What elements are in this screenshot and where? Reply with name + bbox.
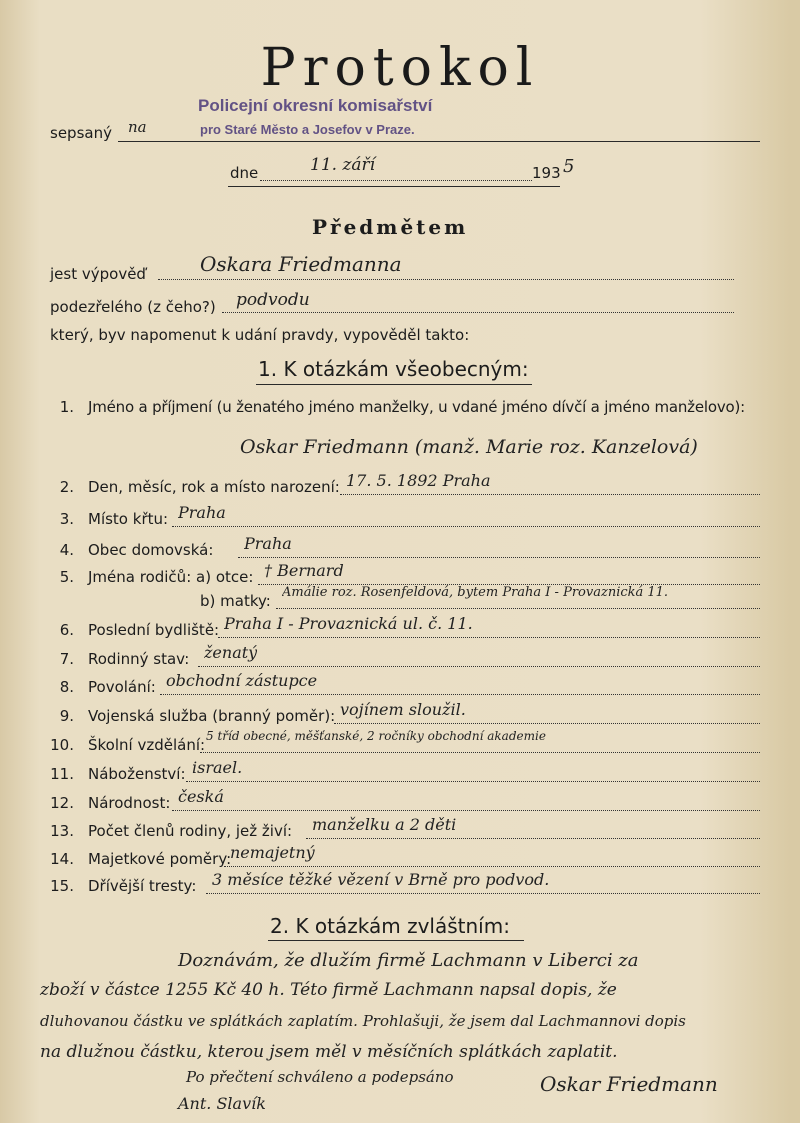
item-handwriting-education: 5 tříd obecné, měšťanské, 2 ročníky obchodní akademie	[206, 729, 546, 743]
item-number-baptism: 3.	[59, 510, 74, 528]
year-prefix: 193	[532, 164, 561, 182]
item-label-mother: b) matky:	[200, 592, 271, 610]
sepsany-label: sepsaný	[50, 124, 112, 142]
statement-line-2: zboží v částce 1255 Kč 40 h. Této firmě Lachmann napsal dopis, že	[40, 980, 617, 1000]
item-handwriting-military-service: vojínem sloužil.	[340, 700, 466, 719]
item-number-property: 14.	[50, 850, 74, 868]
item-label-occupation: Povolání:	[88, 678, 156, 696]
item-handwriting-marital-status: ženatý	[204, 643, 258, 662]
dne-underline	[228, 186, 560, 187]
ktery-text: který, byv napomenut k udání pravdy, vypověděl takto:	[50, 326, 470, 344]
item-dots-last-residence	[218, 637, 760, 638]
q1-handwriting: Oskar Friedmann (manž. Marie roz. Kanzelová)	[240, 436, 698, 458]
dne-dots	[260, 180, 532, 181]
item-number-home-municipality: 4.	[59, 541, 74, 559]
jest-label: jest výpověď	[50, 265, 146, 283]
stamp-line-2: pro Staré Město a Josefov v Praze.	[200, 122, 415, 137]
item-label-education: Školní vzdělání:	[88, 736, 206, 754]
item-handwriting-occupation: obchodní zástupce	[166, 671, 318, 690]
dne-handwriting: 11. září	[310, 155, 376, 175]
item-number-last-residence: 6.	[59, 621, 74, 639]
section1-heading: 1. K otázkám všeobecným:	[258, 357, 529, 381]
item-label-religion: Náboženství:	[88, 765, 186, 783]
item-label-last-residence: Poslední bydliště:	[88, 621, 220, 639]
podezreleho-dots	[222, 312, 734, 313]
closing-signature: Ant. Slavík	[178, 1094, 266, 1113]
item-handwriting-last-residence: Praha I - Provaznická ul. č. 11.	[224, 614, 473, 633]
section1-underline	[256, 384, 532, 385]
item-dots-religion	[186, 781, 760, 782]
item-number-father: 5.	[59, 568, 74, 586]
item-label-military-service: Vojenská služba (branný poměr):	[88, 707, 336, 725]
q1-number: 1.	[59, 398, 74, 416]
item-dots-education	[200, 752, 760, 753]
item-label-family-members: Počet členů rodiny, jež živí:	[88, 822, 293, 840]
item-handwriting-baptism: Praha	[178, 503, 226, 522]
item-dots-baptism	[172, 526, 760, 527]
jest-dots	[158, 279, 734, 280]
item-number-religion: 11.	[50, 765, 74, 783]
statement-line-1: Doznávám, že dlužím firmě Lachmann v Liberci za	[178, 950, 639, 971]
sepsany-handwriting: na	[128, 118, 147, 136]
item-label-father: Jména rodičů: a) otce:	[88, 568, 254, 586]
item-dots-property	[224, 866, 760, 867]
item-label-previous-sentences: Dřívější tresty:	[88, 877, 197, 895]
year-handwriting: 5	[563, 156, 575, 177]
item-handwriting-home-municipality: Praha	[244, 534, 292, 553]
podezreleho-label: podezřelého (z čeho?)	[50, 298, 216, 316]
statement-line-4: na dlužnou částku, kterou jsem měl v měsíčních splátkách zaplatit.	[40, 1042, 618, 1062]
police-stamp	[198, 96, 498, 146]
podezreleho-handwriting: podvodu	[236, 290, 310, 310]
item-number-nationality: 12.	[50, 794, 74, 812]
item-label-home-municipality: Obec domovská:	[88, 541, 214, 559]
item-number-occupation: 8.	[59, 678, 74, 696]
item-label-property: Majetkové poměry:	[88, 850, 232, 868]
stamp-line-1: Policejní okresní komisařství	[198, 96, 433, 115]
item-number-military-service: 9.	[59, 707, 74, 725]
item-handwriting-nationality: česká	[178, 787, 224, 806]
document-title: Protokol	[260, 38, 540, 98]
item-label-nationality: Národnost:	[88, 794, 171, 812]
item-handwriting-religion: israel.	[192, 758, 243, 777]
item-dots-nationality	[172, 810, 760, 811]
item-number-previous-sentences: 15.	[50, 877, 74, 895]
statement-line-3: dluhovanou částku ve splátkách zaplatím. Prohlašuji, že jsem dal Lachmannovi dopis	[40, 1012, 686, 1030]
item-number-education: 10.	[50, 736, 74, 754]
item-handwriting-father: † Bernard	[264, 561, 344, 580]
predmetem-heading: Předmětem	[312, 215, 469, 239]
item-number-marital-status: 7.	[59, 650, 74, 668]
item-dots-marital-status	[198, 666, 760, 667]
item-handwriting-birth: 17. 5. 1892 Praha	[346, 471, 491, 490]
item-dots-home-municipality	[238, 557, 760, 558]
item-dots-occupation	[160, 694, 760, 695]
section2-heading: 2. K otázkám zvláštním:	[270, 914, 510, 938]
item-handwriting-family-members: manželku a 2 děti	[312, 815, 457, 834]
sepsany-line	[118, 141, 760, 142]
item-dots-previous-sentences	[206, 893, 760, 894]
signature: Oskar Friedmann	[540, 1072, 718, 1096]
item-handwriting-mother: Amálie roz. Rosenfeldová, bytem Praha I - Provaznická 11.	[282, 585, 669, 600]
dne-label: dne	[230, 164, 259, 182]
item-handwriting-previous-sentences: 3 měsíce těžké vězení v Brně pro podvod.	[212, 870, 550, 889]
item-dots-military-service	[334, 723, 760, 724]
item-label-birth: Den, měsíc, rok a místo narození:	[88, 478, 340, 496]
q1-label: Jméno a příjmení (u ženatého jméno manželky, u vdané jméno dívčí a jméno manželovo):	[88, 398, 745, 416]
item-handwriting-property: nemajetný	[230, 843, 315, 862]
item-number-birth: 2.	[59, 478, 74, 496]
statement-line-5: Po přečtení schváleno a podepsáno	[186, 1068, 454, 1086]
item-number-family-members: 13.	[50, 822, 74, 840]
item-label-baptism: Místo křtu:	[88, 510, 169, 528]
item-label-marital-status: Rodinný stav:	[88, 650, 190, 668]
item-dots-family-members	[306, 838, 760, 839]
jest-handwriting: Oskara Friedmanna	[200, 252, 402, 276]
item-dots-mother	[276, 608, 760, 609]
section2-underline	[268, 940, 524, 941]
item-dots-birth	[340, 494, 760, 495]
